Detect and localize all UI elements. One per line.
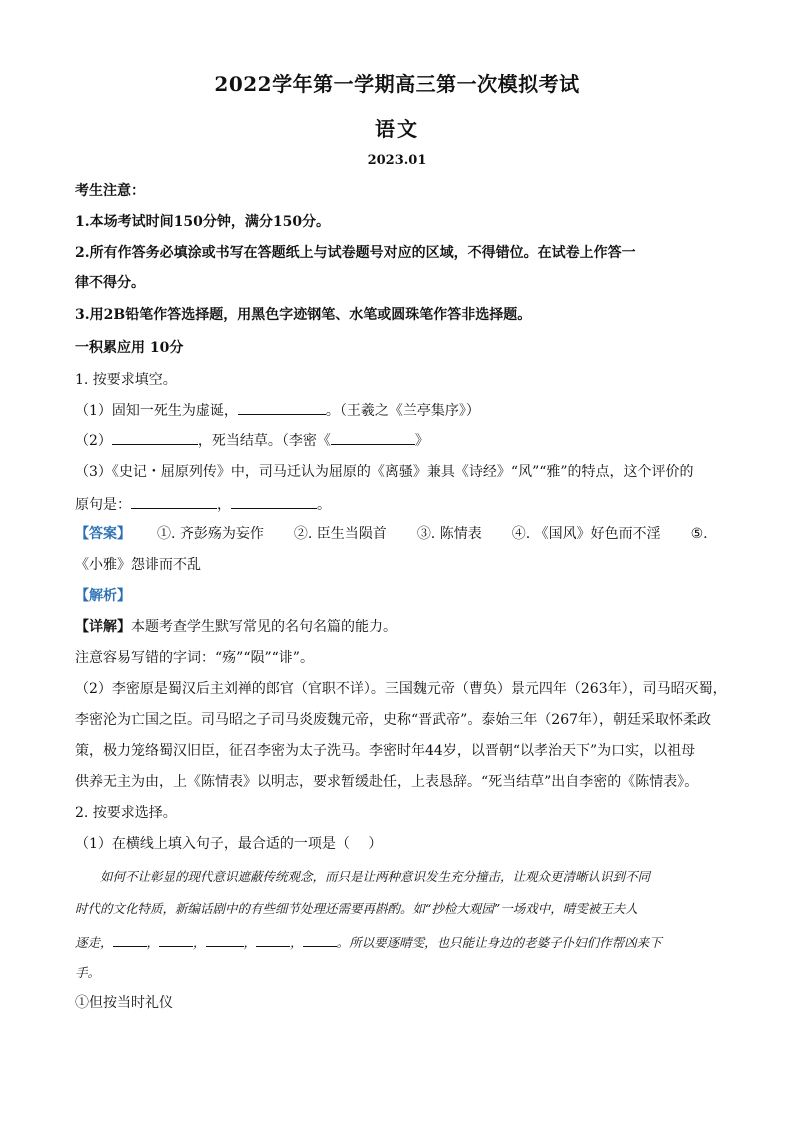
explanation-line-2: 李密沦为亡国之臣。司马昭之子司马炎废魏元帝，史称“晋武帝”。泰始三年（267年），朝廷采取怀柔政 bbox=[75, 712, 712, 728]
q1-part1-blank bbox=[238, 400, 326, 415]
answer-2: ②. 臣生当陨首 bbox=[293, 526, 387, 542]
q1-part2-mid: ，死当结草。（李密《 bbox=[197, 433, 331, 449]
q1-part3b-blank-1 bbox=[131, 494, 217, 509]
q1-part2-before: （2） bbox=[75, 433, 112, 449]
answer-3: ③. 陈情表 bbox=[416, 526, 482, 542]
spelling-note: 注意容易写错的字词：“殇”“陨”“诽”。 bbox=[75, 650, 314, 666]
section-heading: 一积累应用 10分 bbox=[75, 340, 184, 356]
answer-label: 【答案】 bbox=[75, 526, 131, 542]
q1-answer-line bbox=[75, 524, 725, 544]
q2-option-1: ①但按当时礼仪 bbox=[75, 995, 173, 1011]
q1-part3a: （3）《史记・屈原列传》中，司马迁认为屈原的《离骚》兼具《诗经》“风”“雅”的特点，这个评价的 bbox=[75, 464, 694, 480]
passage-blank-5 bbox=[303, 932, 337, 947]
answer-5-continued: 《小雅》怨诽而不乱 bbox=[75, 557, 201, 573]
q1-part1 bbox=[75, 400, 725, 421]
q1-part1-after: 。（王羲之《兰亭集序》） bbox=[325, 403, 480, 419]
q1-part1-before: （1）固知一死生为虚诞， bbox=[75, 403, 238, 419]
q1-part3b-before: 原句是： bbox=[75, 497, 131, 513]
detail-text: 本题考查学生默写常见的名句名篇的能力。 bbox=[131, 619, 397, 635]
q1-part2-after: 》 bbox=[414, 433, 429, 449]
answer-4: ④. 《国风》好色而不淫 bbox=[511, 526, 661, 542]
passage-blank-2 bbox=[159, 932, 193, 947]
q1-part3b-blank-2 bbox=[231, 494, 317, 509]
q1-part2-blank-1 bbox=[112, 430, 198, 445]
notice-heading: 考生注意： bbox=[75, 183, 145, 199]
notice-item-1: 1.本场考试时间150分钟，满分150分。 bbox=[75, 214, 331, 230]
subject-title: 语文 bbox=[375, 117, 419, 141]
notice-item-3: 3.用2B铅笔作答选择题，用黑色字迹钢笔、水笔或圆珠笔作答非选择题。 bbox=[75, 307, 532, 323]
q1-part2-blank-2 bbox=[331, 430, 415, 445]
exam-date: 2023.01 bbox=[367, 153, 427, 168]
passage-line-3: 逐走， ， ， ， ， 。所以要逐晴雯，也只能让身边的老婆子仆妇们作帮凶来下 bbox=[75, 932, 725, 953]
analysis-label: 【解析】 bbox=[75, 588, 131, 604]
q1-part2 bbox=[75, 430, 725, 451]
passage-line-2: 时代的文化特质，新编话剧中的有些细节处理还需要再斟酌。如“抄检大观园”一场戏中，晴雯被王夫人 bbox=[75, 901, 638, 916]
notice-item-2b: 律不得分。 bbox=[75, 275, 145, 291]
passage-line-3-after: 。所以要逐晴雯，也只能让身边的老婆子仆妇们作帮凶来下 bbox=[336, 935, 662, 950]
detail-label: 【详解】 bbox=[75, 619, 131, 635]
passage-blank-4 bbox=[256, 932, 290, 947]
explanation-line-4: 供养无主为由，上《陈情表》以明志，要求暂缓赴任，上表恳辞。“死当结草”出自李密的《陈情表》。 bbox=[75, 774, 699, 790]
q1-part3b-after: 。 bbox=[317, 497, 331, 513]
exam-title: 2022学年第一学期高三第一次模拟考试 bbox=[214, 72, 580, 96]
explanation-line-1: （2）李密原是蜀汉后主刘禅的郎官（官职不详）。三国魏元帝（曹奂）景元四年（263年），司马昭灭蜀， bbox=[75, 681, 727, 697]
notice-item-2a: 2.所有作答务必填涂或书写在答题纸上与试卷题号对应的区域，不得错位。在试卷上作答一 bbox=[75, 245, 636, 261]
passage-line-3-before: 逐走， bbox=[75, 935, 113, 950]
detail-line bbox=[75, 617, 725, 637]
passage-blank-3 bbox=[206, 932, 244, 947]
passage-line-4: 手。 bbox=[75, 965, 101, 980]
q1-stem: 1. 按要求填空。 bbox=[75, 372, 177, 388]
answer-5: ⑤. bbox=[690, 526, 708, 542]
passage-line-1: 如何不让彰显的现代意识遮蔽传统观念，而只是让两种意识发生充分撞击，让观众更清晰认识到不同 bbox=[100, 869, 651, 884]
q2-stem: 2. 按要求选择。 bbox=[75, 805, 177, 821]
answer-1: ①. 齐彭殇为妄作 bbox=[157, 526, 264, 542]
q1-part3b bbox=[75, 494, 725, 515]
q2-part1: （1）在横线上填入句子，最合适的一项是（ ） bbox=[75, 836, 383, 852]
passage-blank-1 bbox=[113, 932, 147, 947]
q1-part3b-mid: ， bbox=[217, 497, 231, 513]
explanation-line-3: 策，极力笼络蜀汉旧臣，征召李密为太子洗马。李密时年44岁，以晋朝“以孝治天下”为口实，以祖母 bbox=[75, 743, 696, 759]
